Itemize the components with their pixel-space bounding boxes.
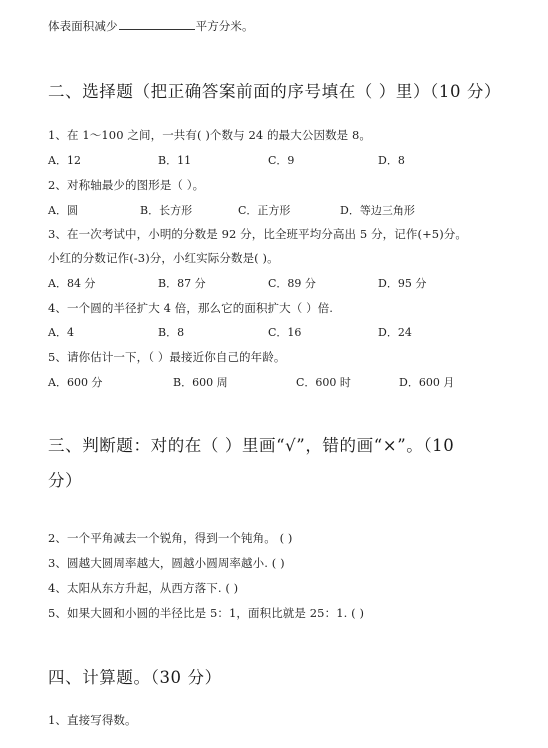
- option-b[interactable]: B．600 周: [173, 376, 228, 389]
- option-c[interactable]: C．600 时: [296, 376, 351, 389]
- option-b[interactable]: B．11: [158, 154, 192, 167]
- section-heading-calculation: 四、计算题。（30 分）: [48, 668, 222, 687]
- question-3: 3、在一次考试中，小明的分数是 92 分，比全班平均分高出 5 分，记作(+5)分。: [48, 227, 468, 241]
- option-d[interactable]: D．600 月: [399, 376, 455, 389]
- fill-in-question-line: [48, 18, 254, 34]
- question-text-before: 体表面积减少: [48, 19, 118, 33]
- judgment-item: 2、一个平角减去一个锐角，得到一个钝角。 ( ): [48, 531, 293, 545]
- option-a[interactable]: A．84 分: [48, 277, 96, 290]
- option-a[interactable]: A．600 分: [48, 376, 103, 389]
- option-d[interactable]: D．24: [378, 326, 412, 339]
- option-b[interactable]: B．长方形: [140, 204, 193, 217]
- option-c[interactable]: C．16: [268, 326, 302, 339]
- option-d[interactable]: D．等边三角形: [340, 204, 415, 217]
- section-heading-multiple-choice: 二、选择题（把正确答案前面的序号填在（ ）里）（10 分）: [48, 82, 502, 101]
- section-heading-true-false-cont: 分）: [48, 471, 83, 490]
- option-b[interactable]: B．87 分: [158, 277, 206, 290]
- option-d[interactable]: D．95 分: [378, 277, 427, 290]
- question-4: 4、一个圆的半径扩大 4 倍，那么它的面积扩大（ ）倍.: [48, 301, 334, 315]
- question-text-after: 平方分米。: [195, 19, 254, 33]
- option-a[interactable]: A．4: [48, 326, 74, 339]
- question-3-continued: 小红的分数记作(-3)分，小红实际分数是( )。: [48, 251, 279, 265]
- judgment-item: 3、圆越大圆周率越大，圆越小圆周率越小. ( ): [48, 556, 285, 570]
- judgment-item: 5、如果大圆和小圆的半径比是 5：1，面积比就是 25：1. ( ): [48, 606, 365, 620]
- section-heading-true-false: 三、判断题：对的在（ ）里画“√”，错的画“×”。（10: [48, 436, 455, 455]
- option-c[interactable]: C．9: [268, 154, 295, 167]
- option-c[interactable]: C．正方形: [238, 204, 291, 217]
- option-a[interactable]: A．圆: [48, 204, 78, 217]
- answer-blank[interactable]: [119, 19, 195, 30]
- option-c[interactable]: C．89 分: [268, 277, 316, 290]
- option-b[interactable]: B．8: [158, 326, 185, 339]
- question-2: 2、对称轴最少的图形是（ ）。: [48, 178, 205, 192]
- option-a[interactable]: A．12: [48, 154, 81, 167]
- judgment-item: 4、太阳从东方升起，从西方落下. ( ): [48, 581, 239, 595]
- question-5: 5、请你估计一下，（ ）最接近你自己的年龄。: [48, 350, 286, 364]
- question-1: 1、在 1～100 之间，一共有( )个数与 24 的最大公因数是 8。: [48, 128, 372, 142]
- option-d[interactable]: D．8: [378, 154, 405, 167]
- calc-item: 1、直接写得数。: [48, 713, 137, 727]
